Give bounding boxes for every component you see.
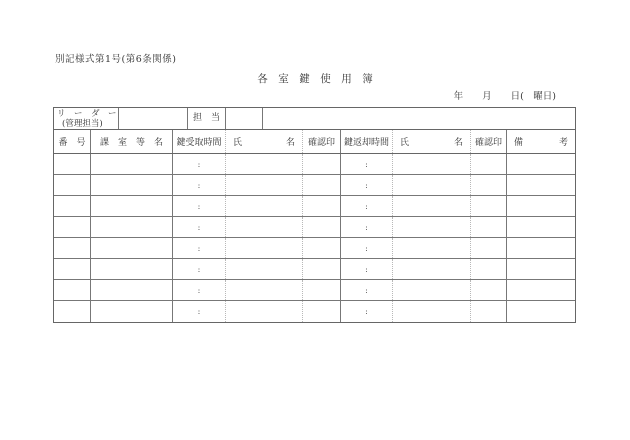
cell-return-time: :: [341, 301, 393, 322]
cell-name-2: [393, 280, 471, 300]
cell-receive-time: :: [173, 280, 226, 300]
col-key-return-time: 鍵返却時間: [341, 130, 393, 153]
cell-seal-2: [471, 175, 507, 195]
col-name-2: [393, 130, 471, 153]
cell-name-2: [393, 301, 471, 322]
column-header-row: [54, 130, 575, 154]
cell-remarks: [507, 154, 575, 174]
cell-seal-2: [471, 154, 507, 174]
cell-room-name: [91, 196, 173, 216]
cell-room-name: [91, 154, 173, 174]
cell-return-time: :: [341, 175, 393, 195]
cell-number: [54, 238, 91, 258]
cell-name-1: [226, 301, 303, 322]
cell-name-2: [393, 238, 471, 258]
cell-name-2: [393, 154, 471, 174]
table-row: [54, 217, 575, 238]
cell-remarks: [507, 238, 575, 258]
cell-remarks: [507, 301, 575, 322]
table-row: [54, 154, 575, 175]
cell-seal-1: [303, 175, 341, 195]
cell-receive-time: :: [173, 217, 226, 237]
cell-name-2: [393, 259, 471, 279]
cell-room-name: [91, 238, 173, 258]
tantou-cell: [188, 108, 226, 129]
col-name-1: [226, 130, 303, 153]
cell-name-1: [226, 154, 303, 174]
cell-remarks: [507, 259, 575, 279]
cell-name-2: [393, 175, 471, 195]
cell-receive-time: :: [173, 301, 226, 322]
cell-room-name: [91, 217, 173, 237]
cell-name-1: [226, 217, 303, 237]
cell-return-time: :: [341, 154, 393, 174]
table-row: [54, 175, 575, 196]
cell-number: [54, 154, 91, 174]
cell-remarks: [507, 217, 575, 237]
cell-receive-time: :: [173, 196, 226, 216]
page-title: 各 室 鍵 使 用 簿: [257, 73, 373, 85]
col-room-name: 課 室 等 名: [91, 130, 173, 153]
leader-sub-label: (管理担当): [62, 119, 103, 129]
col-key-receive-time: 鍵受取時間: [173, 130, 226, 153]
cell-room-name: [91, 259, 173, 279]
cell-return-time: :: [341, 259, 393, 279]
table-row: [54, 280, 575, 301]
cell-seal-2: [471, 280, 507, 300]
cell-seal-2: [471, 238, 507, 258]
cell-name-1: [226, 280, 303, 300]
table-row: [54, 259, 575, 280]
col-seal-1: 確認印: [303, 130, 341, 153]
cell-name-2: [393, 217, 471, 237]
cell-remarks: [507, 280, 575, 300]
band-spacer-cell: [263, 108, 575, 129]
cell-return-time: :: [341, 196, 393, 216]
cell-seal-1: [303, 280, 341, 300]
cell-seal-2: [471, 259, 507, 279]
cell-seal-1: [303, 217, 341, 237]
cell-name-1: [226, 238, 303, 258]
cell-seal-1: [303, 259, 341, 279]
cell-number: [54, 301, 91, 322]
col-seal-2: 確認印: [471, 130, 507, 153]
cell-return-time: :: [341, 280, 393, 300]
cell-return-time: :: [341, 238, 393, 258]
cell-remarks: [507, 175, 575, 195]
cell-room-name: [91, 175, 173, 195]
cell-number: [54, 217, 91, 237]
leader-name-cell: [119, 108, 188, 129]
form-number-label: 別記様式第1号(第6条関係): [55, 54, 177, 65]
cell-receive-time: :: [173, 154, 226, 174]
col-remarks-right: 考: [558, 138, 568, 148]
cell-room-name: [91, 301, 173, 322]
date-line: 年 月 日( 曜日): [453, 91, 556, 102]
cell-receive-time: :: [173, 259, 226, 279]
col-remarks: [507, 130, 575, 153]
cell-room-name: [91, 280, 173, 300]
cell-number: [54, 196, 91, 216]
table-row: [54, 238, 575, 259]
cell-receive-time: :: [173, 175, 226, 195]
col-name-1-left: 氏: [233, 138, 243, 148]
cell-seal-1: [303, 154, 341, 174]
tantou-label: 担 当: [192, 113, 220, 123]
cell-name-1: [226, 175, 303, 195]
col-name-2-right: 名: [453, 138, 463, 148]
table-header-band: [54, 108, 575, 130]
cell-number: [54, 175, 91, 195]
cell-seal-1: [303, 238, 341, 258]
table-row: [54, 196, 575, 217]
cell-seal-2: [471, 196, 507, 216]
cell-name-2: [393, 196, 471, 216]
cell-seal-1: [303, 301, 341, 322]
cell-remarks: [507, 196, 575, 216]
table-body: [54, 154, 575, 322]
cell-receive-time: :: [173, 238, 226, 258]
cell-seal-2: [471, 301, 507, 322]
cell-name-1: [226, 259, 303, 279]
col-number: 番 号: [54, 130, 91, 153]
cell-seal-2: [471, 217, 507, 237]
cell-number: [54, 259, 91, 279]
key-usage-table: [53, 107, 576, 323]
cell-seal-1: [303, 196, 341, 216]
cell-return-time: :: [341, 217, 393, 237]
col-remarks-left: 備: [514, 138, 524, 148]
tantou-name-cell: [226, 108, 263, 129]
col-name-2-left: 氏: [400, 138, 410, 148]
col-name-1-right: 名: [285, 138, 295, 148]
cell-number: [54, 280, 91, 300]
table-row: [54, 301, 575, 322]
leader-cell: [54, 108, 119, 129]
leader-label: リ ー ダ ー: [57, 109, 117, 119]
cell-name-1: [226, 196, 303, 216]
